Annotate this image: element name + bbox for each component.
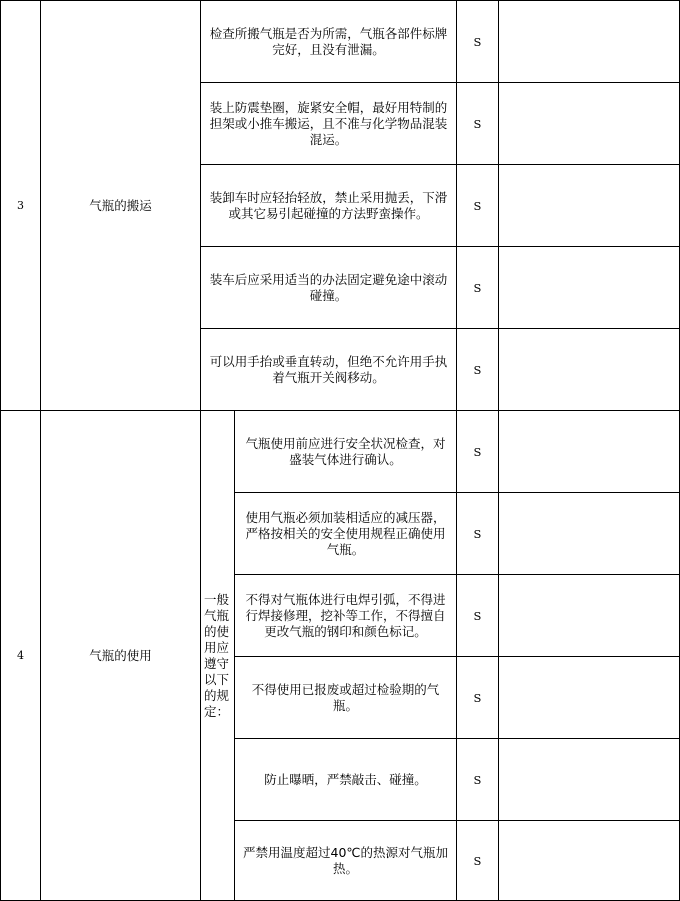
- requirement-text: 可以用手抬或垂直转动，但绝不允许用手执着气瓶开关阀移动。: [209, 353, 448, 385]
- section-number: 3: [17, 198, 24, 212]
- requirement-text: 装卸车时应轻抬轻放，禁止采用抛丢，下滑或其它易引起碰撞的方法野蛮操作。: [209, 189, 448, 221]
- requirement-text: 防止曝晒，严禁敲击、碰撞。: [264, 771, 427, 787]
- status-mark: S: [473, 116, 482, 131]
- requirement-text: 不得对气瓶体进行电焊引弧，不得进行焊接修理，挖补等工作，不得擅自更改气瓶的钢印和颜色标记。: [245, 591, 446, 639]
- status-mark: S: [473, 444, 482, 459]
- section-number: 4: [17, 648, 24, 662]
- requirement-text: 检查所搬气瓶是否为所需，气瓶各部件标牌完好，且没有泄漏。: [209, 25, 448, 57]
- sub-category-label: [201, 411, 234, 900]
- section-name: 气瓶的搬运: [89, 197, 152, 213]
- status-mark: S: [473, 690, 482, 705]
- status-mark: S: [473, 608, 482, 623]
- status-mark: S: [473, 198, 482, 213]
- status-mark: S: [473, 34, 482, 49]
- sub-category-text: 一般气瓶的使用应遵守以下的规定：: [204, 591, 230, 719]
- column-divider: [498, 0, 499, 901]
- status-mark: S: [473, 772, 482, 787]
- requirement-text: 装车后应采用适当的办法固定避免途中滚动碰撞。: [209, 271, 448, 303]
- requirement-text: 不得使用已报废或超过检验期的气瓶。: [251, 681, 440, 713]
- status-mark: S: [473, 362, 482, 377]
- section-name: 气瓶的使用: [89, 647, 152, 663]
- status-mark: S: [473, 280, 482, 295]
- requirement-text: 使用气瓶必须加装相适应的减压器，严格按相关的安全使用规程正确使用气瓶。: [245, 509, 446, 557]
- requirement-text: 装上防震垫圈，旋紧安全帽，最好用特制的担架或小推车搬运，且不准与化学物品混装混运。: [209, 99, 448, 147]
- requirement-text: 严禁用温度超过40℃的热源对气瓶加热。: [243, 844, 448, 876]
- status-mark: S: [473, 853, 482, 868]
- requirement-text: 气瓶使用前应进行安全状况检查，对盛装气体进行确认。: [245, 435, 446, 467]
- status-mark: S: [473, 526, 482, 541]
